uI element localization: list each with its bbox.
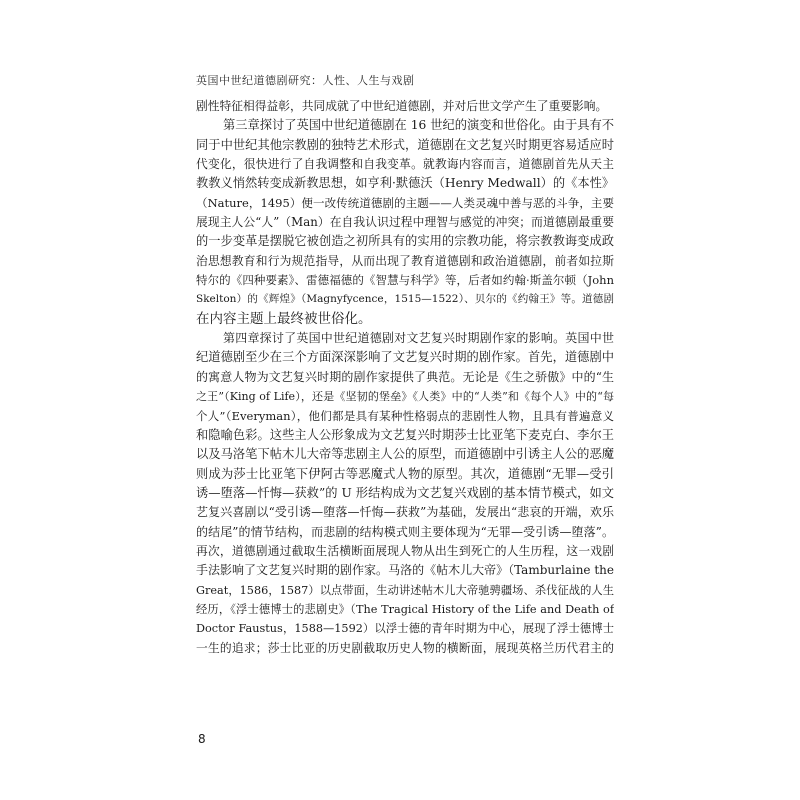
paragraph-line: 之王”（King of Life），还是《坚韧的堡垒》《人类》中的“人类”和《每个人》中的“每: [196, 390, 614, 404]
paragraph-line: 手法影响了文艺复兴时期的剧作家。马洛的《帖木儿大帝》（Tamburlaine the: [196, 563, 614, 578]
page-number: 8: [198, 732, 206, 746]
paragraph-line: 治思想教育和行为规范指导，从而出现了教育道德剧和政治道德剧，前者如拉斯: [196, 253, 614, 268]
paragraph-line: Great，1586，1587）以点带面，生动讲述帖木儿大帝驰骋疆场、杀伐征战的人生: [196, 583, 614, 597]
paragraph-line: 在内容主题上最终被世俗化。: [196, 310, 372, 327]
paragraph-line: 再次，道德剧通过截取生活横断面展现人物从出生到死亡的人生历程，这一戏剧: [196, 543, 614, 558]
paragraph-line: 和隐喻色彩。这些主人公形象成为文艺复兴时期莎士比亚笔下麦克白、李尔王: [196, 427, 614, 442]
paragraph-line: 第四章探讨了英国中世纪道德剧对文艺复兴时期剧作家的影响。英国中世: [223, 331, 614, 346]
body-text: [196, 97, 614, 658]
paragraph-line: 代变化，很快进行了自我调整和自我变革。就教诲内容而言，道德剧首先从天主: [196, 157, 614, 172]
running-head: 英国中世纪道德剧研究：人性、人生与戏剧: [196, 74, 415, 87]
paragraph-line: 艺复兴喜剧以“受引诱—堕落—忏悔—获救”为基础，发展出“悲哀的开端，欢乐: [196, 505, 614, 520]
paragraph-line: 展现主人公“人”（Man）在自我认识过程中理智与感觉的冲突；而道德剧最重要: [196, 215, 614, 230]
paragraph-line: 则成为莎士比亚笔下伊阿古等恶魔式人物的原型。其次，道德剧“无罪—受引: [196, 466, 614, 481]
paragraph-line: 经历，《浮士德博士的悲剧史》（The Tragical History of the Life and Death of: [196, 602, 614, 616]
paragraph-line: 个人”（Everyman），他们都是具有某种性格弱点的悲剧性人物，且具有普遍意义: [196, 408, 614, 423]
paragraph-line: 特尔的《四种要素》、雷德福德的《智慧与科学》等，后者如约翰·斯盖尔顿（John: [196, 273, 614, 288]
paragraph-line: 诱—堕落—忏悔—获救”的 U 形结构成为文艺复兴戏剧的基本情节模式，如文: [196, 485, 614, 500]
paragraph-line: 的一步变革是摆脱它被创造之初所具有的实用的宗教功能，将宗教教诲变成政: [196, 234, 614, 249]
paragraph-line: 的寓意人物为文艺复兴时期的剧作家提供了典范。无论是《生之骄傲》中的“生: [196, 369, 614, 384]
paragraph-line: 以及马洛笔下帖木儿大帝等悲剧主人公的原型，而道德剧中引诱主人公的恶魔: [196, 447, 614, 462]
paragraph-line: Skelton）的《辉煌》（Magnyfycence，1515—1522）、贝尔的《约翰王》等。道德剧: [196, 293, 614, 306]
paragraph-line: 纪道德剧至少在三个方面深深影响了文艺复兴时期的剧作家。首先，道德剧中: [196, 350, 614, 365]
paragraph-line: 同于中世纪其他宗教剧的独特艺术形式，道德剧在文艺复兴时期更容易适应时: [196, 137, 614, 152]
paragraph-line: 剧性特征相得益彰，共同成就了中世纪道德剧，并对后世文学产生了重要影响。: [196, 99, 608, 113]
paragraph-line: Doctor Faustus，1588—1592）以浮士德的青年时期为中心，展现了浮士德博士: [196, 622, 614, 636]
paragraph-line: 第三章探讨了英国中世纪道德剧在 16 世纪的演变和世俗化。由于具有不: [223, 118, 614, 133]
paragraph-line: （Nature，1495）便一改传统道德剧的主题——人类灵魂中善与恶的斗争，主要: [196, 195, 614, 210]
paragraph-line: 教教义悄然转变成新教思想，如亨利·默德沃（Henry Medwall）的《本性》: [196, 176, 614, 191]
paragraph-line: 一生的追求；莎士比亚的历史剧截取历史人物的横断面，展现英格兰历代君主的: [196, 640, 614, 655]
paragraph-line: 的结尾”的情节结构，而悲剧的结构模式则主要体现为“无罪—受引诱—堕落”。: [196, 524, 614, 539]
